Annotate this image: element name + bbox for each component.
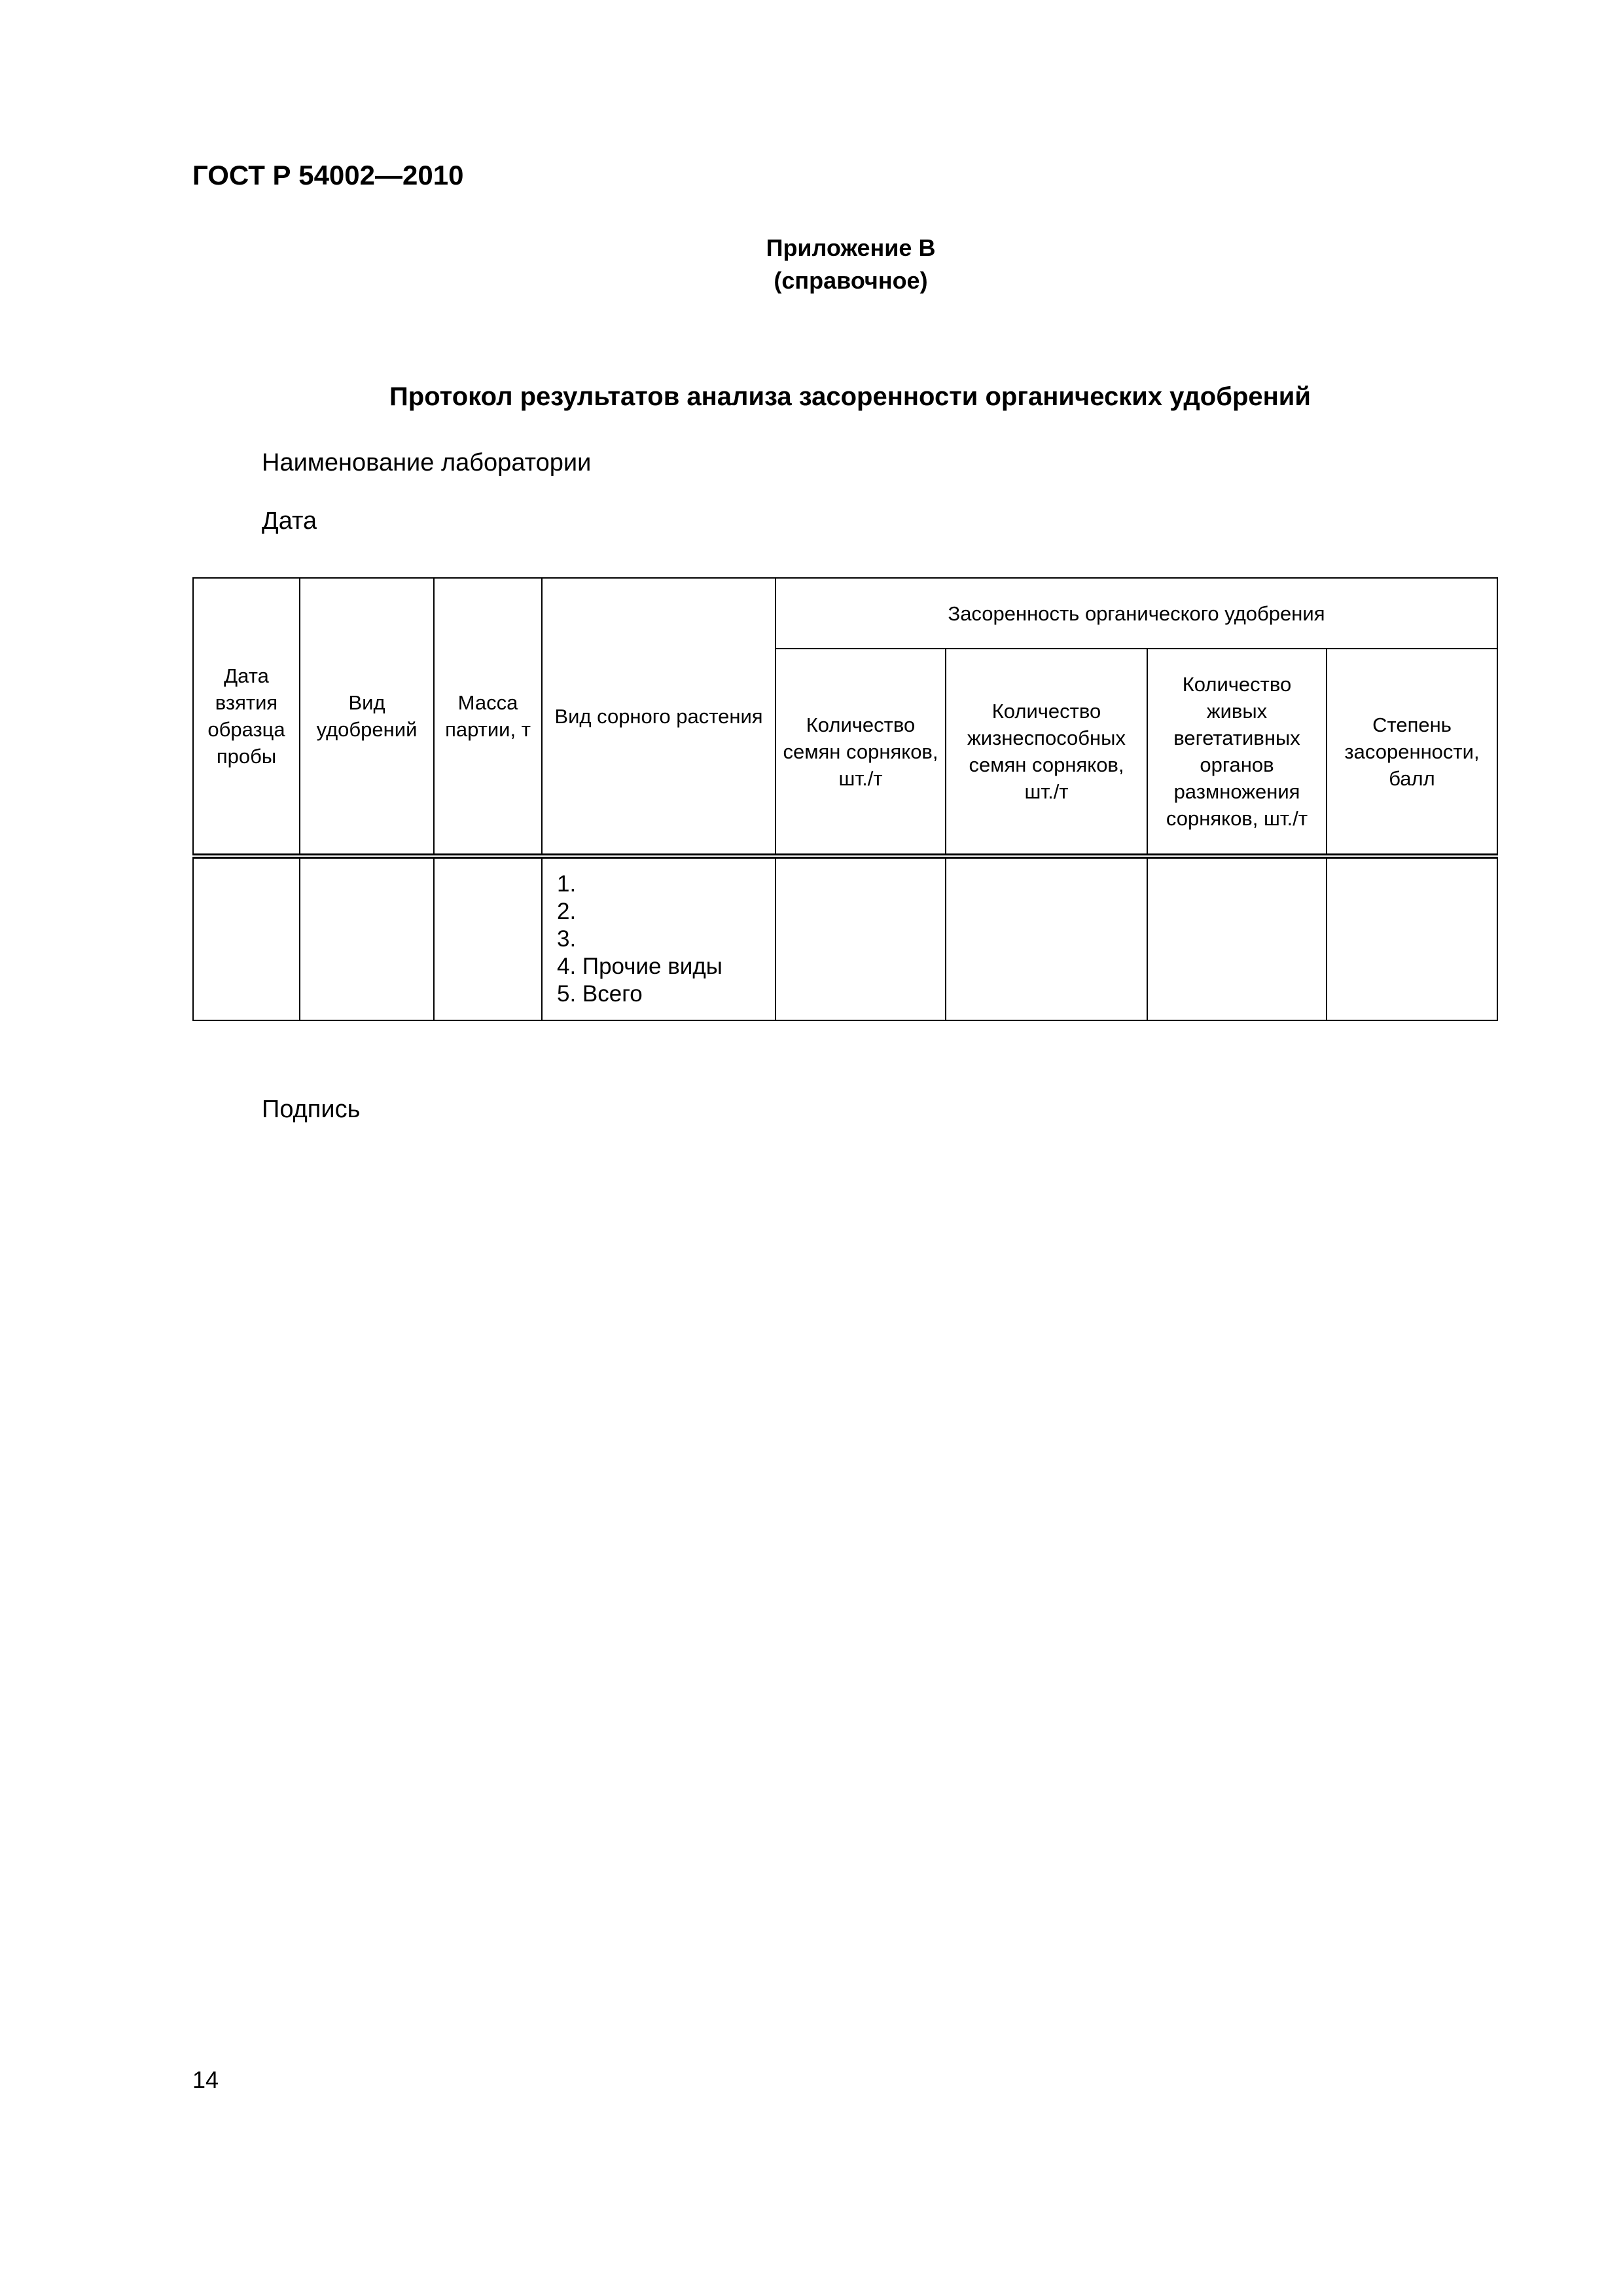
date-label: Дата <box>262 507 317 535</box>
table-row <box>193 856 1497 1020</box>
header-vegetative-count: Количество живых вегетативных органов размножения сорняков, шт./т <box>1147 649 1327 856</box>
header-sample-date: Дата взятия образца пробы <box>193 578 300 856</box>
protocol-title: Протокол результатов анализа засоренности органических удобрений <box>389 382 1311 411</box>
species-item: 4. Прочие виды <box>557 954 722 979</box>
header-lot-mass: Масса партии, т <box>434 578 542 856</box>
table-header-row <box>193 578 1497 649</box>
species-item: 1. <box>557 871 577 897</box>
header-degree: Степень засоренности, балл <box>1327 649 1497 856</box>
cell-lot-mass <box>434 856 542 1020</box>
results-table <box>192 577 1498 1021</box>
lab-name-label: Наименование лаборатории <box>262 449 592 476</box>
cell-sample-date <box>193 856 300 1020</box>
species-item: 2. <box>557 899 577 924</box>
page-number: 14 <box>192 2066 219 2093</box>
header-viable-seed-count: Количество жизнеспособных семян сорняков, шт./т <box>946 649 1147 856</box>
cell-fertilizer-type <box>300 856 434 1020</box>
header-seed-count: Количество семян сорняков, шт./т <box>776 649 946 856</box>
header-fertilizer-type: Вид удобрений <box>300 578 434 856</box>
species-item: 3. <box>557 926 577 952</box>
signature-label: Подпись <box>262 1096 361 1123</box>
appendix-subtitle: (справочное) <box>774 267 928 294</box>
cell-viable-seed-count <box>946 856 1147 1020</box>
species-item: 5. Всего <box>557 981 643 1007</box>
cell-seed-count <box>776 856 946 1020</box>
cell-weed-species-list <box>542 856 776 1020</box>
header-contamination-group: Засоренность органического удобрения <box>776 578 1497 649</box>
appendix-title: Приложение В <box>766 234 936 261</box>
cell-degree <box>1327 856 1497 1020</box>
document-code: ГОСТ Р 54002—2010 <box>192 160 464 190</box>
header-weed-species: Вид сорного растения <box>542 578 776 856</box>
appendix-heading <box>654 232 1047 297</box>
cell-vegetative-count <box>1147 856 1327 1020</box>
